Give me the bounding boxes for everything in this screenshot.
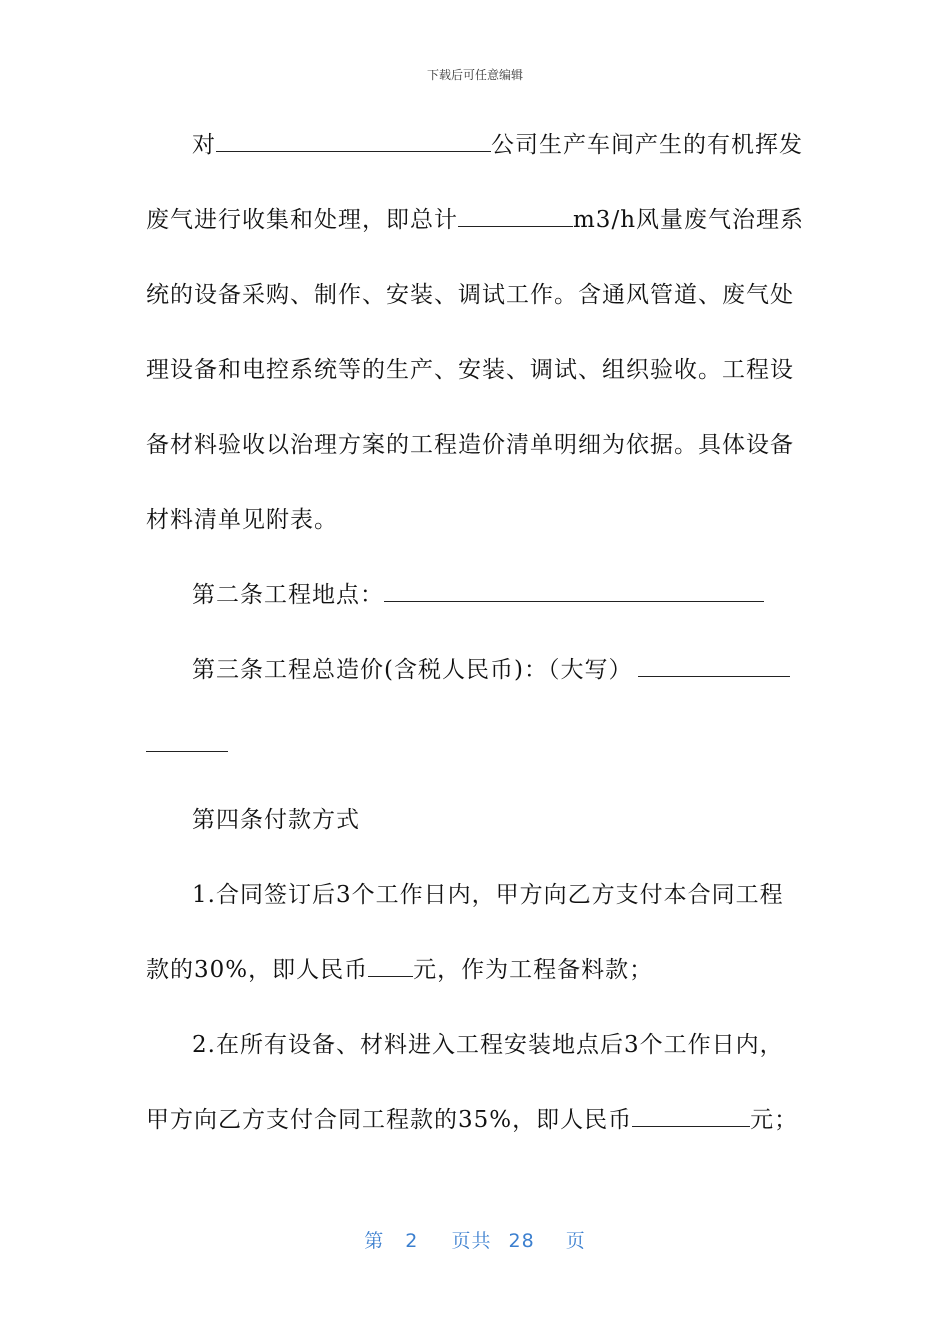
paragraph-line: 备材料验收以治理方案的工程造价清单明细为依据。具体设备 [146,432,794,458]
paragraph-line: 款的30%，即人民币 元，作为工程备料款； [146,957,654,983]
blank-amount [638,656,790,677]
blank-amount-continued [146,730,228,760]
clause-payment-title: 第四条付款方式 [192,807,360,833]
blank-location [384,581,764,602]
page-number-footer: 第 2 页共 28 页 [364,1230,586,1252]
clause-total-price: 第三条工程总造价(含税人民币)：（大写） [192,655,790,685]
blank-rmb-2 [632,1106,750,1127]
blank-airflow [458,206,573,227]
payment-item-2: 2.在所有设备、材料进入工程安装地点后3个工作日内， [192,1032,784,1058]
blank-rmb-1 [368,956,413,977]
paragraph-line: 理设备和电控系统等的生产、安装、调试、组织验收。工程设 [146,357,794,383]
paragraph-line: 对 公司生产车间产生的有机挥发 [192,132,803,158]
blank-company [216,131,491,152]
paragraph-line: 废气进行收集和处理，即总计 m3/h风量废气治理系 [146,207,805,233]
paragraph-line: 材料清单见附表。 [146,507,338,533]
paragraph-line: 甲方向乙方支付合同工程款的35%，即人民币 元； [146,1107,799,1133]
paragraph-line: 统的设备采购、制作、安装、调试工作。含通风管道、废气处 [146,282,794,308]
payment-item-1: 1.合同签订后3个工作日内，甲方向乙方支付本合同工程 [192,882,784,908]
clause-location: 第二条工程地点： [192,580,764,610]
edit-note-header: 下载后可任意编辑 [426,68,523,82]
